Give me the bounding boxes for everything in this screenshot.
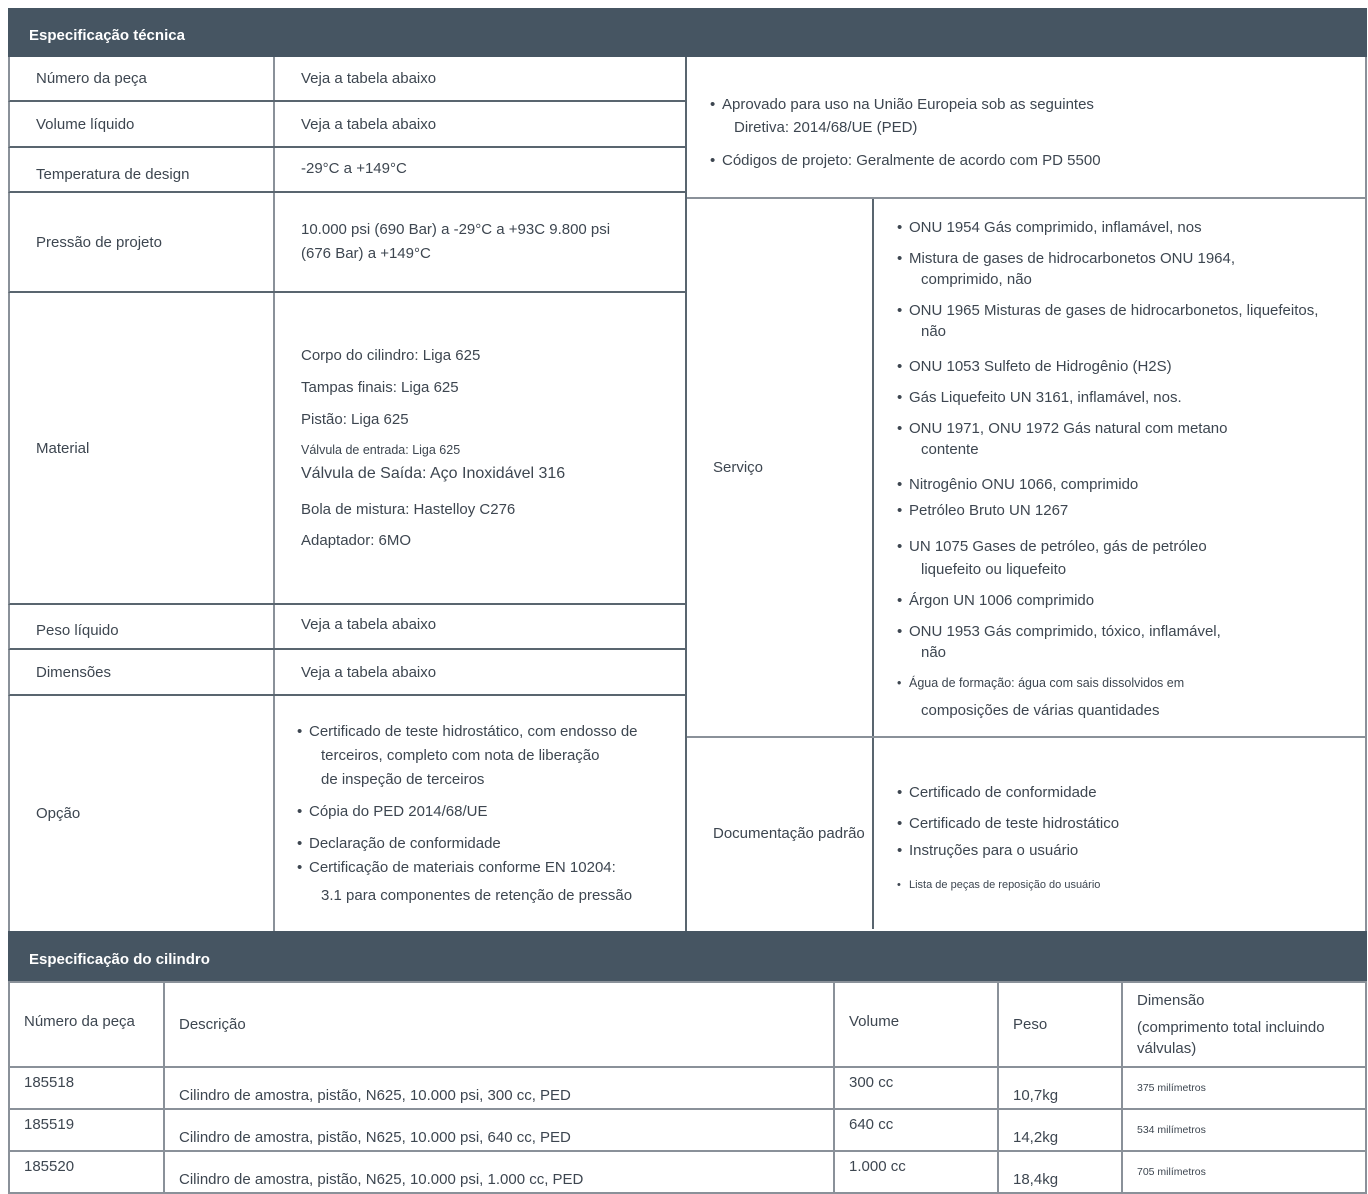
service-item: • ONU 1053 Sulfeto de Hidrogênio (H2S) — [897, 356, 1365, 377]
tech-spec-right — [687, 57, 1367, 931]
service-item-cont: comprimido, não — [921, 271, 1032, 288]
service-item-cont: não — [921, 644, 947, 661]
service-item: • ONU 1971, ONU 1972 Gás natural com metano — [897, 418, 1365, 439]
service-item: • Árgon UN 1006 comprimido — [897, 590, 1365, 611]
spec-value: Veja a tabela abaixo — [301, 70, 437, 87]
spec-label: Pressão de projeto — [10, 193, 275, 291]
spec-row-option — [8, 696, 685, 931]
service-item: • Mistura de gases de hidrocarbonetos ONU 1964, — [897, 248, 1365, 269]
service-item: • ONU 1965 Misturas de gases de hidrocarbonetos, liquefeitos, — [897, 300, 1365, 321]
approvals-block — [687, 57, 1365, 199]
service-row — [687, 199, 1365, 738]
spec-row-dimensions — [8, 650, 685, 696]
material-line: Válvula de Saída: Aço Inoxidável 316 — [301, 465, 566, 482]
cell-weight: 18,4kg — [998, 1151, 1122, 1193]
cylinder-table-header — [9, 982, 1366, 1067]
spec-sheet — [8, 8, 1367, 1194]
cylinder-spec-header — [8, 931, 1367, 981]
material-line: Pistão: Liga 625 — [301, 411, 409, 428]
tech-spec-title: Especificação técnica — [29, 27, 185, 44]
spec-value-line: (676 Bar) a +149°C — [301, 245, 431, 262]
spec-label: Dimensões — [10, 650, 275, 694]
col-dimension-note: (comprimento total incluindo válvulas) — [1137, 1019, 1325, 1057]
option-item-cont: de inspeção de terceiros — [321, 770, 485, 788]
material-line: Tampas finais: Liga 625 — [301, 379, 459, 396]
spec-label: Temperatura de design — [10, 148, 275, 191]
cell-dimension: 534 milímetros — [1122, 1109, 1366, 1151]
cell-description: Cilindro de amostra, pistão, N625, 10.000 psi, 1.000 cc, PED — [164, 1151, 834, 1193]
col-volume: Volume — [834, 982, 998, 1067]
material-line: Bola de mistura: Hastelloy C276 — [301, 501, 516, 518]
documentation-item: • Lista de peças de reposição do usuário — [897, 875, 1365, 896]
service-item: • Água de formação: água com sais dissolvidos em — [897, 673, 1365, 694]
table-row — [9, 1109, 1366, 1151]
material-line: Válvula de entrada: Liga 625 — [301, 443, 461, 457]
spec-label: Material — [10, 293, 275, 603]
spec-row-net-weight — [8, 605, 685, 650]
material-line: Adaptador: 6MO — [301, 532, 412, 549]
option-item: • Certificação de materiais conforme EN 10204: — [297, 856, 685, 880]
documentation-item: • Instruções para o usuário — [897, 840, 1365, 861]
spec-value-line: 10.000 psi (690 Bar) a -29°C a +93C 9.800 psi — [301, 221, 611, 238]
service-item-cont: liquefeito ou liquefeito — [921, 561, 1067, 578]
cell-weight: 14,2kg — [998, 1109, 1122, 1151]
service-item: • Nitrogênio ONU 1066, comprimido — [897, 474, 1365, 495]
option-item-cont: 3.1 para componentes de retenção de pressão — [321, 886, 633, 904]
cell-dimension: 705 milímetros — [1122, 1151, 1366, 1193]
service-item: • UN 1075 Gases de petróleo, gás de petróleo — [897, 536, 1365, 557]
col-weight: Peso — [998, 982, 1122, 1067]
col-part-number: Número da peça — [9, 982, 164, 1067]
cell-volume: 640 cc — [834, 1109, 998, 1151]
spec-row-material — [8, 293, 685, 605]
service-label: Serviço — [687, 199, 874, 736]
table-row — [9, 1067, 1366, 1109]
tech-spec-left — [8, 57, 687, 931]
spec-row-design-temperature — [8, 148, 685, 193]
spec-value: Veja a tabela abaixo — [301, 663, 437, 681]
cell-description: Cilindro de amostra, pistão, N625, 10.000 psi, 300 cc, PED — [164, 1067, 834, 1109]
documentation-item: • Certificado de teste hidrostático — [897, 813, 1365, 834]
spec-row-net-volume — [8, 102, 685, 148]
cell-weight: 10,7kg — [998, 1067, 1122, 1109]
cell-volume: 1.000 cc — [834, 1151, 998, 1193]
spec-value: Veja a tabela abaixo — [301, 616, 437, 633]
table-row — [9, 1151, 1366, 1193]
cylinder-spec-title: Especificação do cilindro — [29, 950, 210, 968]
cell-volume: 300 cc — [834, 1067, 998, 1109]
option-item: • Declaração de conformidade — [297, 832, 685, 856]
service-item: • ONU 1953 Gás comprimido, tóxico, inflamável, — [897, 621, 1365, 642]
service-list — [874, 199, 1365, 736]
service-item: • Gás Liquefeito UN 3161, inflamável, nos. — [897, 387, 1365, 408]
option-item: • Cópia do PED 2014/68/UE — [297, 800, 685, 824]
spec-value: Veja a tabela abaixo — [301, 115, 437, 133]
spec-label: Volume líquido — [10, 102, 275, 146]
service-item-cont: composições de várias quantidades — [921, 702, 1160, 719]
cell-part: 185518 — [9, 1067, 164, 1109]
cell-part: 185519 — [9, 1109, 164, 1151]
tech-spec-grid — [8, 57, 1367, 931]
material-line: Corpo do cilindro: Liga 625 — [301, 347, 481, 364]
cell-description: Cilindro de amostra, pistão, N625, 10.000 psi, 640 cc, PED — [164, 1109, 834, 1151]
option-item: • Certificado de teste hidrostático, com endosso de — [297, 720, 685, 744]
approval-item: • Aprovado para uso na União Europeia sob as seguintes — [710, 93, 1365, 116]
option-item-cont: terceiros, completo com nota de liberação — [321, 746, 600, 764]
documentation-list — [874, 738, 1365, 929]
spec-label: Número da peça — [10, 57, 275, 100]
spec-row-part-number — [8, 57, 685, 102]
cylinder-table — [8, 981, 1367, 1194]
col-dimension-title: Dimensão — [1137, 992, 1205, 1009]
spec-row-design-pressure — [8, 193, 685, 293]
service-item: • ONU 1954 Gás comprimido, inflamável, nos — [897, 217, 1365, 238]
service-item-cont: não — [921, 323, 947, 340]
service-item-cont: contente — [921, 441, 979, 458]
cell-dimension: 375 milímetros — [1122, 1067, 1366, 1109]
spec-value: -29°C a +149°C — [301, 160, 407, 177]
spec-label: Peso líquido — [10, 605, 275, 648]
documentation-row — [687, 738, 1365, 929]
spec-label: Opção — [10, 696, 275, 931]
approval-item: • Códigos de projeto: Geralmente de acordo com PD 5500 — [710, 149, 1365, 172]
col-dimension — [1122, 982, 1366, 1067]
cell-part: 185520 — [9, 1151, 164, 1193]
tech-spec-header — [8, 8, 1367, 57]
documentation-item: • Certificado de conformidade — [897, 782, 1365, 803]
documentation-label: Documentação padrão — [687, 738, 874, 929]
col-description: Descrição — [164, 982, 834, 1067]
approval-item-cont: Diretiva: 2014/68/UE (PED) — [734, 119, 918, 136]
service-item: • Petróleo Bruto UN 1267 — [897, 500, 1365, 521]
